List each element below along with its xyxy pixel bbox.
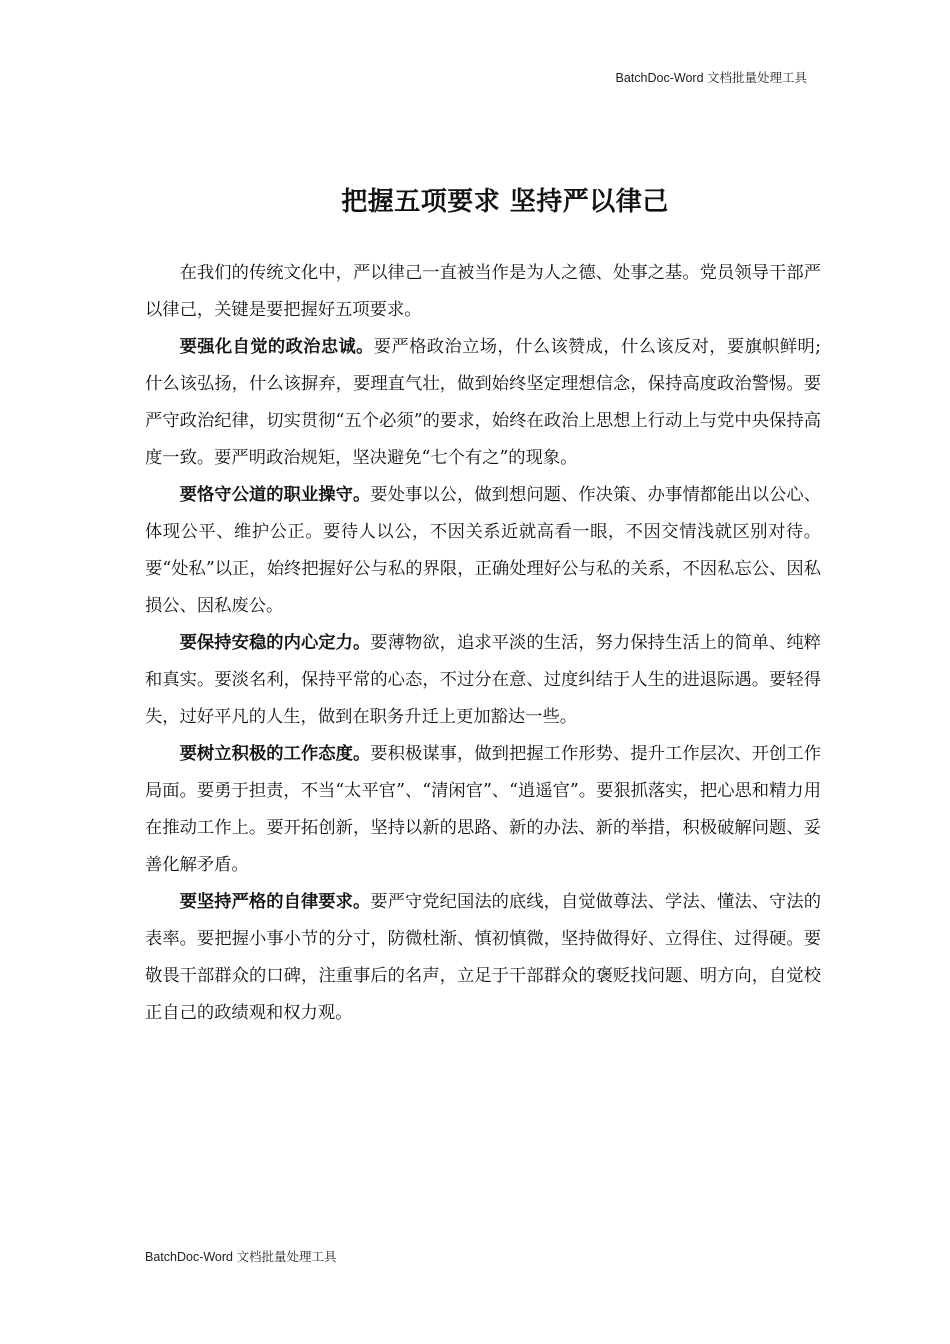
page-footer: BatchDoc-Word 文档批量处理工具 bbox=[145, 1250, 337, 1264]
section-lead: 要保持安稳的内心定力。 bbox=[179, 633, 371, 653]
section-paragraph bbox=[145, 884, 821, 1032]
section-paragraph bbox=[145, 329, 821, 477]
section-text: 要处事以公，做到想问题、作决策、办事情都能出以公心、体现公平、维护公正。要待人以公，不因关系近就高看一眼，不因交情浅就区别对待。要“处私”以正，始终把握好公与私的界限，正确处理好公与私的关系，不因私忘公、因私损公、因私废公。 bbox=[145, 485, 821, 616]
section-text: 要严格政治立场，什么该赞成，什么该反对，要旗帜鲜明;什么该弘扬，什么该摒弃，要理直气壮，做到始终坚定理想信念，保持高度政治警惕。要严守政治纪律，切实贯彻“五个必须”的要求，始终在政治上思想上行动上与党中央保持高度一致。要严明政治规矩，坚决避免“七个有之”的现象。 bbox=[145, 337, 821, 468]
section-text: 要薄物欲，追求平淡的生活，努力保持生活上的简单、纯粹和真实。要淡名利，保持平常的心态，不过分在意、过度纠结于人生的进退际遇。要轻得失，过好平凡的人生，做到在职务升迁上更加豁达一些。 bbox=[145, 633, 821, 727]
section-lead: 要坚持严格的自律要求。 bbox=[179, 892, 371, 912]
section-lead: 要强化自觉的政治忠诚。 bbox=[179, 337, 374, 357]
section-paragraph bbox=[145, 625, 821, 736]
document-title: 把握五项要求 坚持严以律己 bbox=[341, 187, 669, 217]
document-body bbox=[145, 255, 821, 1032]
section-paragraph bbox=[145, 477, 821, 625]
section-text: 要严守党纪国法的底线，自觉做尊法、学法、懂法、守法的表率。要把握小事小节的分寸，防微杜渐、慎初慎微，坚持做得好、立得住、过得硬。要敬畏干部群众的口碑，注重事后的名声，立足于干部群众的褒贬找问题、明方向，自觉校正自己的政绩观和权力观。 bbox=[145, 892, 821, 1023]
section-text: 要积极谋事，做到把握工作形势、提升工作层次、开创工作局面。要勇于担责，不当“太平官”、“清闲官”、“逍遥官”。要狠抓落实，把心思和精力用在推动工作上。要开拓创新，坚持以新的思路、新的办法、新的举措，积极破解问题、妥善化解矛盾。 bbox=[145, 744, 821, 875]
page-header: BatchDoc-Word 文档批量处理工具 bbox=[615, 71, 807, 85]
section-lead: 要恪守公道的职业操守。 bbox=[179, 485, 371, 505]
intro-paragraph: 在我们的传统文化中，严以律己一直被当作是为人之德、处事之基。党员领导干部严以律己，关键是要把握好五项要求。 bbox=[145, 263, 821, 320]
section-lead: 要树立积极的工作态度。 bbox=[179, 744, 371, 764]
section-paragraph bbox=[145, 736, 821, 884]
